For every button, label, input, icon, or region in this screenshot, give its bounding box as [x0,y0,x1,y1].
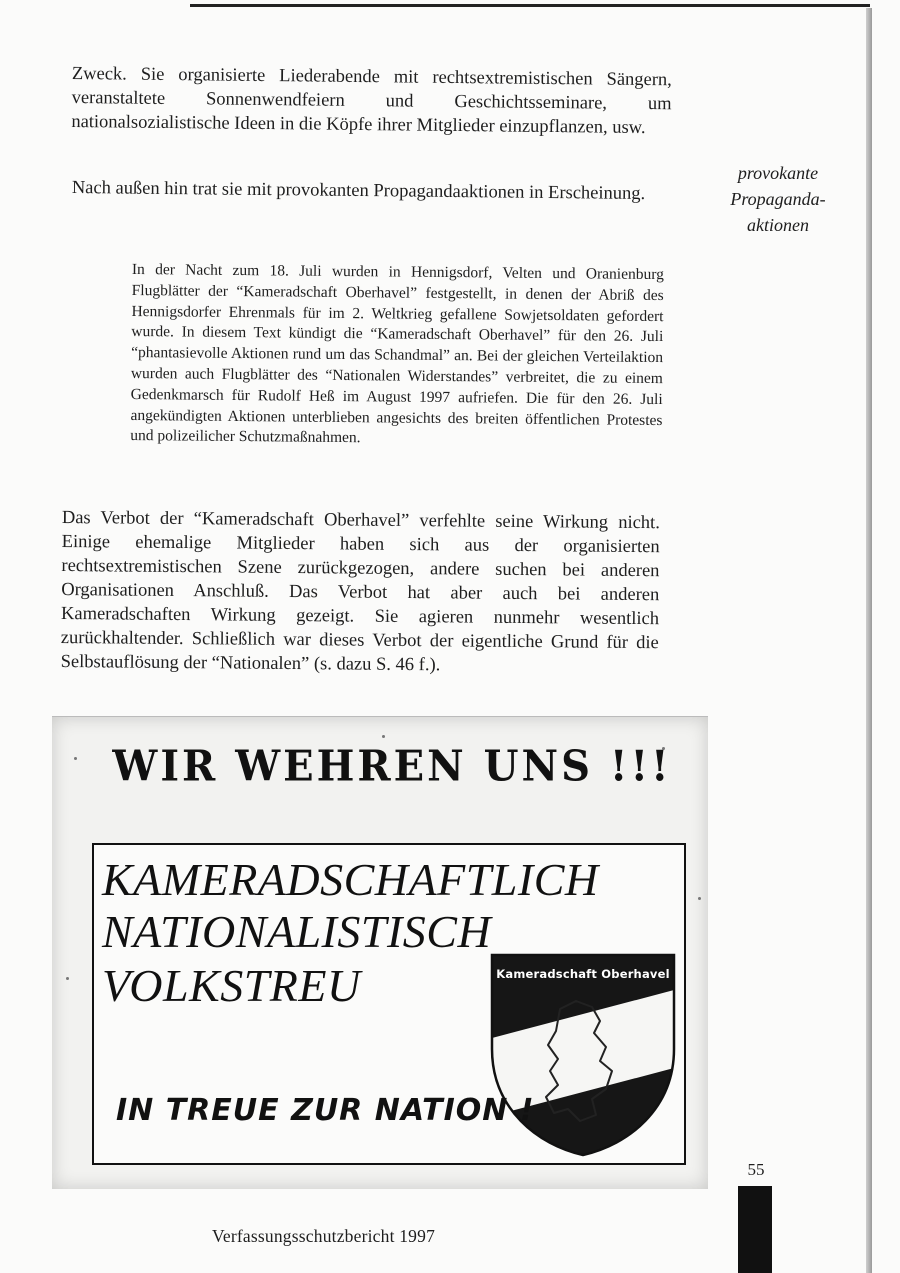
thumb-index-tab [738,1186,772,1273]
slogan-line: VOLKSTREU [102,960,361,1011]
flyer-image [52,716,708,1189]
indented-excerpt: In der Nacht zum 18. Juli wurden in Hennigsdorf, Velten und Oranienburg Flugblätter der “Kameradschaft Oberhavel” festgestellt, in denen der Abriß des Hennigsdorfer Ehrenmals für im 2. Weltkrieg gefallene Sowjetsoldaten gefordert wurde. In diesem Text kündigt die “Kameradschaft Oberhavel” für den 26. Juli “phantasievolle Aktionen rund um das Schandmal” an. Bei der gleichen Verteilaktion wurden auch Flugblätter des “Nationalen Widerstandes” verbreitet, die zu einem Gedenkmarsch für Rudolf Heß im August 1997 aufriefen. Die für den 26. Juli angekündigten Aktionen unterblieben angesichts des breiten öffentlichen Protestes und polizeilicher Schutzmaßnahmen. [130,260,664,447]
margin-note-line: Propaganda- [730,189,826,209]
crest-label: Kameradschaft Oberhavel [496,967,670,981]
print-speck [74,757,77,760]
margin-note-line: provokante [737,163,819,183]
paragraph-intro: Zweck. Sie organisierte Liederabende mit rechtsextremistischen Sängern, veranstaltete Sonnenwendfeiern und Geschichtsseminare, um nationalsozialistische Ideen in die Köpfe ihrer Mitglieder einzupflanzen, usw. [71,63,672,139]
top-rule [190,4,870,7]
margin-note-line: aktionen [747,215,809,235]
flyer-headline: WIR WEHREN UNS !!! [112,741,672,792]
margin-note [708,160,848,238]
paragraph-verbot: Das Verbot der “Kameradschaft Oberhavel” verfehlte seine Wirkung nicht. Einige ehemalige Mitglieder haben sich aus der organisierten rechtsextremistischen Szene zurückgezogen, andere suchen bei anderen Organisationen Anschluß. Das Verbot hat aber auch bei anderen Kameradschaften Wirkung gezeigt. Sie agieren nunmehr wesentlich zurückhaltender. Schließlich war dieses Verbot der eigentliche Grund für die Selbstauflösung der “Nationalen” (s. dazu S. 46 f.). [60,507,660,676]
page-edge-shadow [866,8,872,1273]
slogan-line: NATIONALISTISCH [102,906,492,957]
paragraph-propaganda: Nach außen hin trat sie mit provokanten Propagandaaktionen in Erscheinung. [71,177,646,205]
page-number: 55 [747,1160,765,1179]
print-speck [698,897,701,900]
flyer-motto: IN TREUE ZUR NATION ! [116,1093,535,1128]
slogan-line: KAMERADSCHAFTLICH [102,854,599,905]
flyer-slogan-box [92,843,686,1165]
print-speck [382,735,385,738]
page-footer: Verfassungsschutzbericht 1997 [212,1226,436,1246]
print-speck [66,977,69,980]
